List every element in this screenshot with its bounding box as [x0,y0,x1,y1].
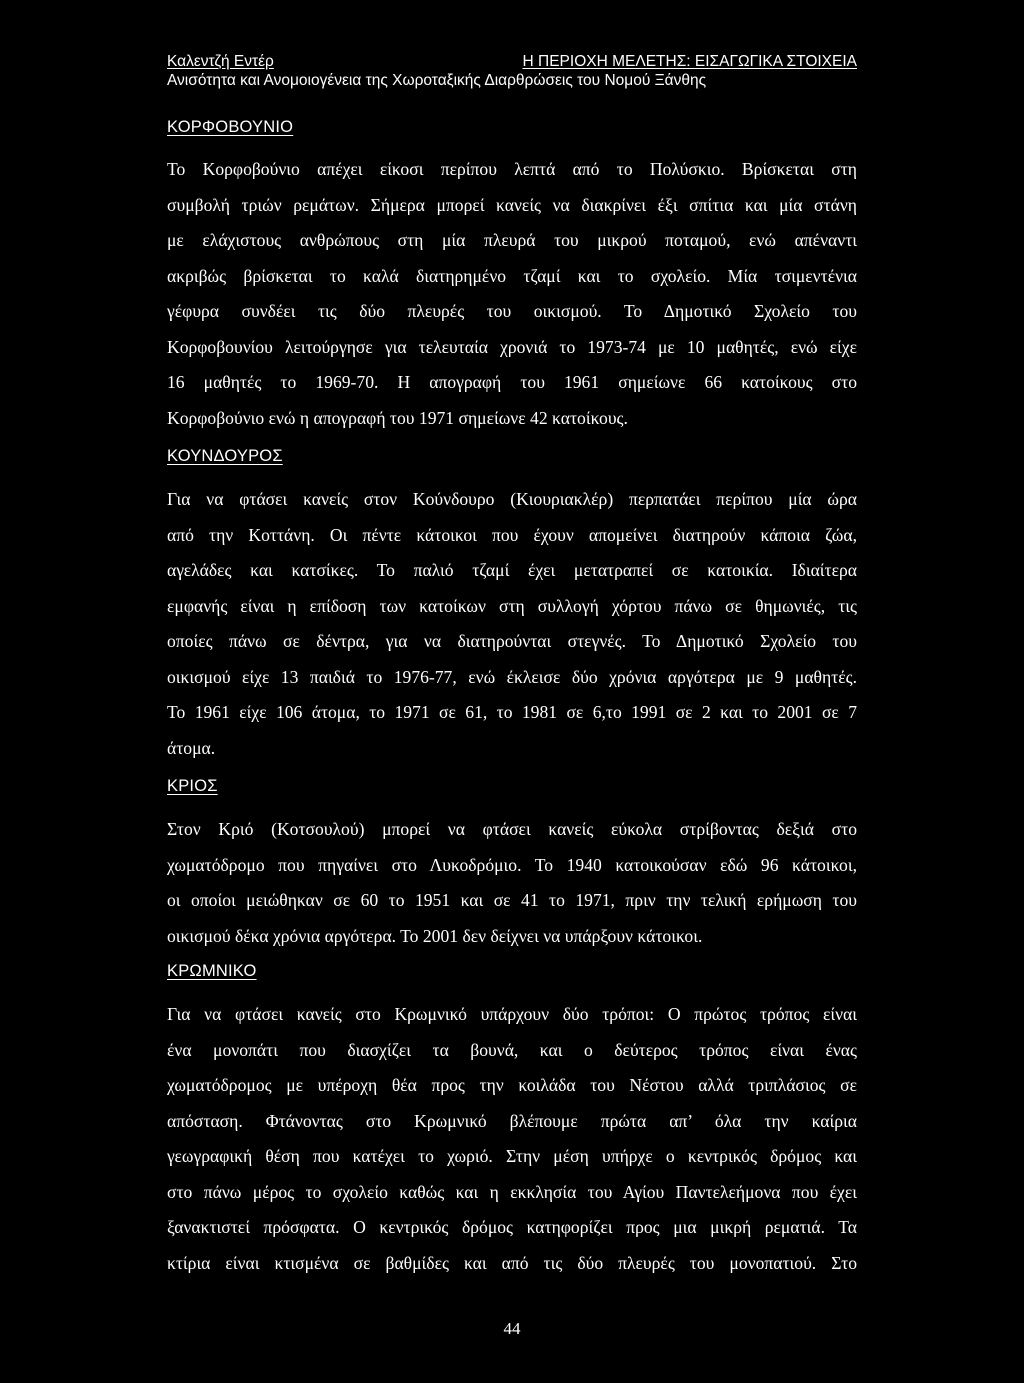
paragraph-line: ξανακτιστεί πρόσφατα. Ο κεντρικός δρόμος κατηφορίζει προς μια μικρή ρεματιά. Τα [167,1217,857,1237]
section-paragraph-korfovounio [167,152,857,436]
paragraph-line: χωματόδρομος με υπέροχη θέα προς την κοιλάδα του Νέστου αλλά τριπλάσιος σε [167,1075,857,1095]
paragraph-line: γεωγραφική θέση που κατέχει το χωριό. Στην μέση υπήρχε ο κεντρικός δρόμος και [167,1146,857,1166]
paragraph-line: Για να φτάσει κανείς στο Κρωμνικό υπάρχουν δύο τρόποι: Ο πρώτος τρόπος είναι [167,1004,857,1024]
paragraph-line: εμφανής είναι η επίδοση των κατοίκων στη συλλογή χόρτου πάνω σε θημωνιές, τις [167,595,857,616]
section-paragraph-koundouros [167,482,857,766]
paragraph-line: οικισμού είχε 13 παιδιά το 1976-77, ενώ έκλεισε δύο χρόνια αργότερα με 9 μαθητές. [167,666,857,687]
header-author: Καλεντζή Εντέρ [167,53,274,70]
paragraph-line: 16 μαθητές το 1969-70. Η απογραφή του 1961 σημείωνε 66 κατοίκους στο [167,372,857,392]
paragraph-line: συμβολή τριών ρεμάτων. Σήμερα μπορεί κανείς να διακρίνει έξι σπίτια και μία στάνη [167,194,857,215]
header-row [167,52,857,71]
paragraph-line: Το Κορφοβούνιο απέχει είκοσι περίπου λεπτά από το Πολύσκιο. Βρίσκεται στη [167,159,857,179]
paragraph-line: οι οποίοι μειώθηκαν σε 60 το 1951 και σε 41 το 1971, πριν την τελική ερήμωση του [167,890,857,910]
paragraph-line: χωματόδρομο που πηγαίνει στο Λυκοδρόμιο. Το 1940 κατοικούσαν εδώ 96 κάτοικοι, [167,854,857,875]
paragraph-line: γέφυρα συνδέει τις δύο πλευρές του οικισμού. Το Δημοτικό Σχολείο του [167,301,857,321]
paragraph-line: ένα μονοπάτι που διασχίζει τα βουνά, και ο δεύτερος τρόπος είναι ένας [167,1039,857,1060]
paragraph-line: Στον Κριό (Κοτσουλού) μπορεί να φτάσει κανείς εύκολα στρίβοντας δεξιά στο [167,819,857,839]
paragraph-line: από την Κοττάνη. Οι πέντε κάτοικοι που έχουν απομείνει διατηρούν κάποια ζώα, [167,524,857,545]
paragraph-line: Το 1961 είχε 106 άτομα, το 1971 σε 61, το 1981 σε 6,το 1991 σε 2 και το 2001 σε 7 [167,702,857,722]
paragraph-line: Κορφοβούνιο ενώ η απογραφή του 1971 σημείωνε 42 κατοίκους. [167,407,628,428]
paragraph-line: οικισμού δέκα χρόνια αργότερα. Το 2001 δεν δείχνει να υπάρξουν κάτοικοι. [167,925,703,946]
paragraph-line: κτίρια είναι κτισμένα σε βαθμίδες και από τις δύο πλευρές του μονοπατιού. Στο [167,1252,857,1273]
section-heading-krios: ΚΡΙΟΣ [167,777,218,795]
paragraph-line: Για να φτάσει κανείς στον Κούνδουρο (Κιουριακλέρ) περπατάει περίπου μία ώρα [167,489,857,509]
section-paragraph-krios [167,812,857,954]
section-heading-koundouros: ΚΟΥΝΔΟΥΡΟΣ [167,447,283,465]
header-subtitle: Ανισότητα και Ανομοιογένεια της Χωροταξικής Διαρθρώσεις του Νομού Ξάνθης [167,72,707,89]
page-number: 44 [503,1319,521,1338]
section-paragraph-kromniko [167,997,857,1281]
running-header [167,52,857,90]
paragraph-line: αγελάδες και κατσίκες. Το παλιό τζαμί έχει μετατραπεί σε κατοικία. Ιδιαίτερα [167,560,857,580]
paragraph-line: με ελάχιστους ανθρώπους στη μία πλευρά του μικρού ποταμού, ενώ απέναντι [167,230,857,250]
paragraph-line: στο πάνω μέρος το σχολείο καθώς και η εκκλησία του Αγίου Παντελεήμονα που έχει [167,1181,857,1202]
paragraph-line: ακριβώς βρίσκεται το καλά διατηρημένο τζαμί και το σχολείο. Μία τσιμεντένια [167,265,857,286]
header-chapter-title: Η ΠΕΡΙΟΧΗ ΜΕΛΕΤΗΣ: ΕΙΣΑΓΩΓΙΚΑ ΣΤΟΙΧΕΙΑ [522,53,857,70]
section-heading-kromniko: ΚΡΩΜΝΙΚΟ [167,962,257,980]
section-heading-korfovounio: ΚΟΡΦΟΒΟΥΝΙΟ [167,118,294,136]
paragraph-line: Κορφοβουνίου λειτούργησε για τελευταία χρονιά το 1973-74 με 10 μαθητές, ενώ είχε [167,336,857,357]
paragraph-line: άτομα. [167,737,216,758]
paragraph-line: οποίες πάνω σε δέντρα, για να διατηρούνται στεγνές. Το Δημοτικό Σχολείο του [167,631,857,651]
paragraph-line: απόσταση. Φτάνοντας στο Κρωμνικό βλέπουμε πρώτα απ’ όλα την καίρια [167,1110,857,1131]
